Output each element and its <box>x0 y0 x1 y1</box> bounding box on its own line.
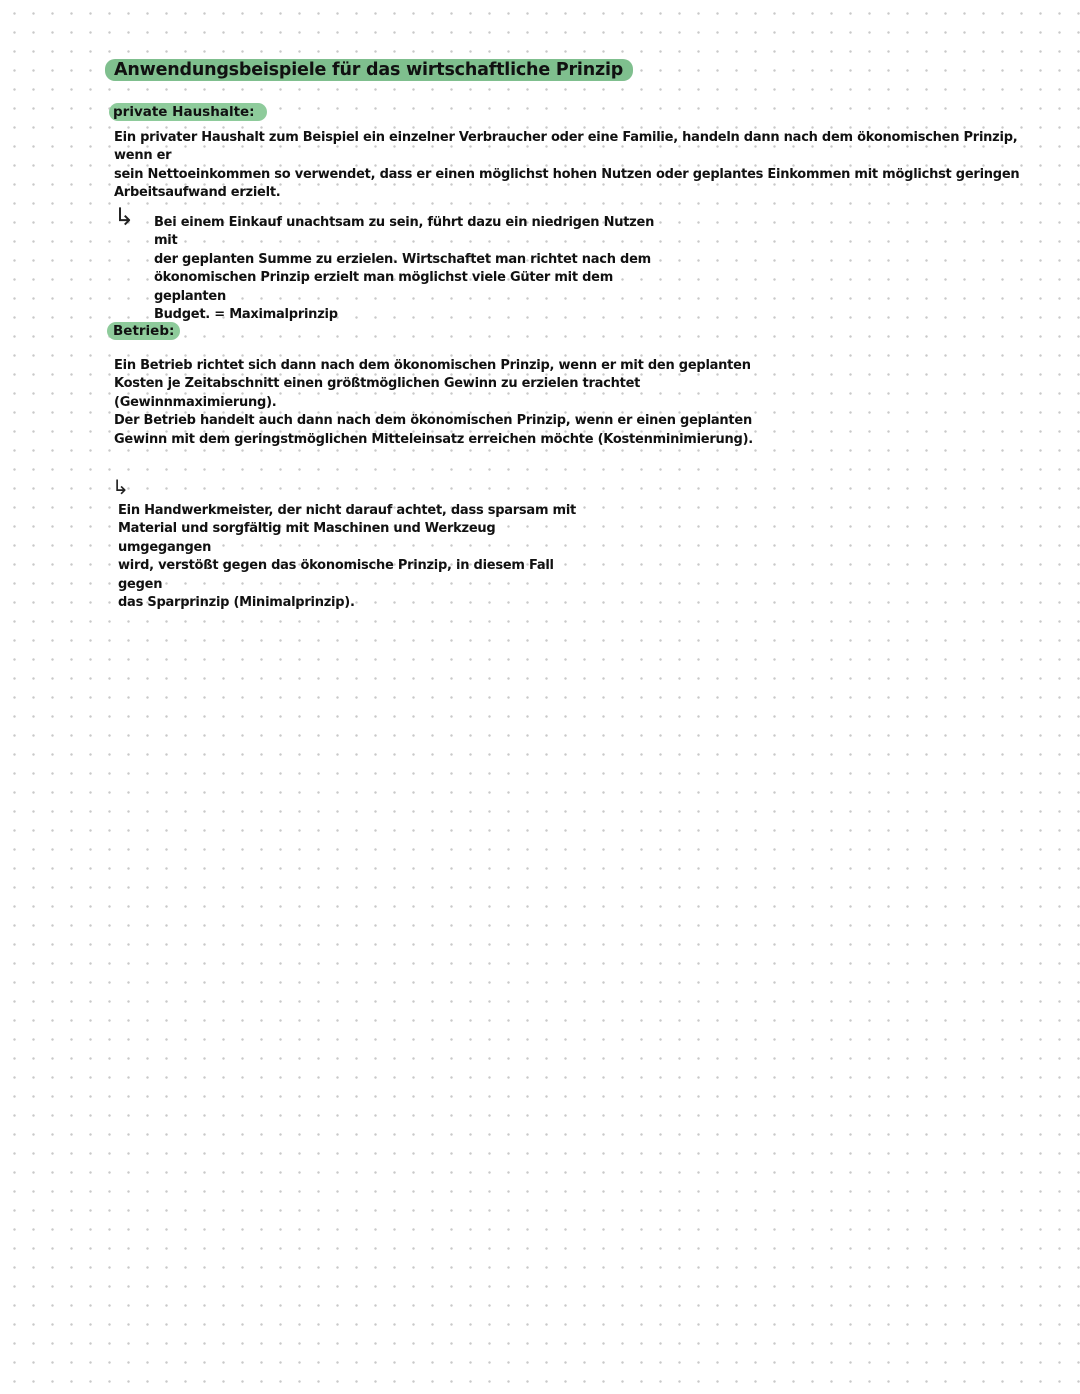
text-line: Bei einem Einkauf unachtsam zu sein, führt dazu ein niedrigen Nutzen mit <box>154 215 655 249</box>
text-line: Ein privater Haushalt zum Beispiel ein einzelner Verbraucher oder eine Familie, handeln dann nach dem ökonomischen Prinzip, wenn er <box>114 130 1018 164</box>
text-line: Der Betrieb handelt auch dann nach dem ökonomischen Prinzip, wenn er einen geplanten <box>114 413 752 429</box>
paragraph-private-haushalte <box>114 129 1044 203</box>
text-line: Ein Handwerkmeister, der nicht darauf achtet, dass sparsam mit <box>118 503 576 518</box>
heading-private-haushalte: private Haushalte: <box>109 103 267 121</box>
text-line: Arbeitsaufwand erzielt. <box>114 185 281 201</box>
text-line: Kosten je Zeitabschnitt einen größtmöglichen Gewinn zu erzielen trachtet <box>114 376 641 392</box>
page-title: Anwendungsbeispiele für das wirtschaftliche Prinzip <box>105 59 633 81</box>
example-betrieb <box>118 502 588 612</box>
text-line: ökonomischen Prinzip erzielt man möglichst viele Güter mit dem geplanten <box>154 270 613 304</box>
text-line: der geplanten Summe zu erzielen. Wirtschaftet man richtet nach dem <box>154 251 651 267</box>
text-line: wird, verstößt gegen das ökonomische Prinzip, in diesem Fall gegen <box>118 558 554 592</box>
arrow-right-down-icon: ↳ <box>114 203 135 231</box>
text-line: Budget. = Maximalprinzip <box>154 307 338 323</box>
example-private-haushalte <box>154 214 674 324</box>
paragraph-betrieb <box>114 357 754 449</box>
text-line: sein Nettoeinkommen so verwendet, dass er einen möglichst hohen Nutzen oder geplantes Einkommen mit möglichst geringen <box>114 166 1020 182</box>
text-line: (Gewinnmaximierung). <box>114 394 277 410</box>
text-line: Material und sorgfältig mit Maschinen und Werkzeug umgegangen <box>118 521 496 555</box>
text-line: Gewinn mit dem geringstmöglichen Mitteleinsatz erreichen möchte (Kostenminimierung). <box>114 431 753 447</box>
text-line: Ein Betrieb richtet sich dann nach dem ökonomischen Prinzip, wenn er mit den geplanten <box>114 358 751 373</box>
heading-betrieb: Betrieb: <box>107 322 180 340</box>
arrow-right-down-icon: ↳ <box>112 475 129 499</box>
text-line: das Sparprinzip (Minimalprinzip). <box>118 595 355 611</box>
